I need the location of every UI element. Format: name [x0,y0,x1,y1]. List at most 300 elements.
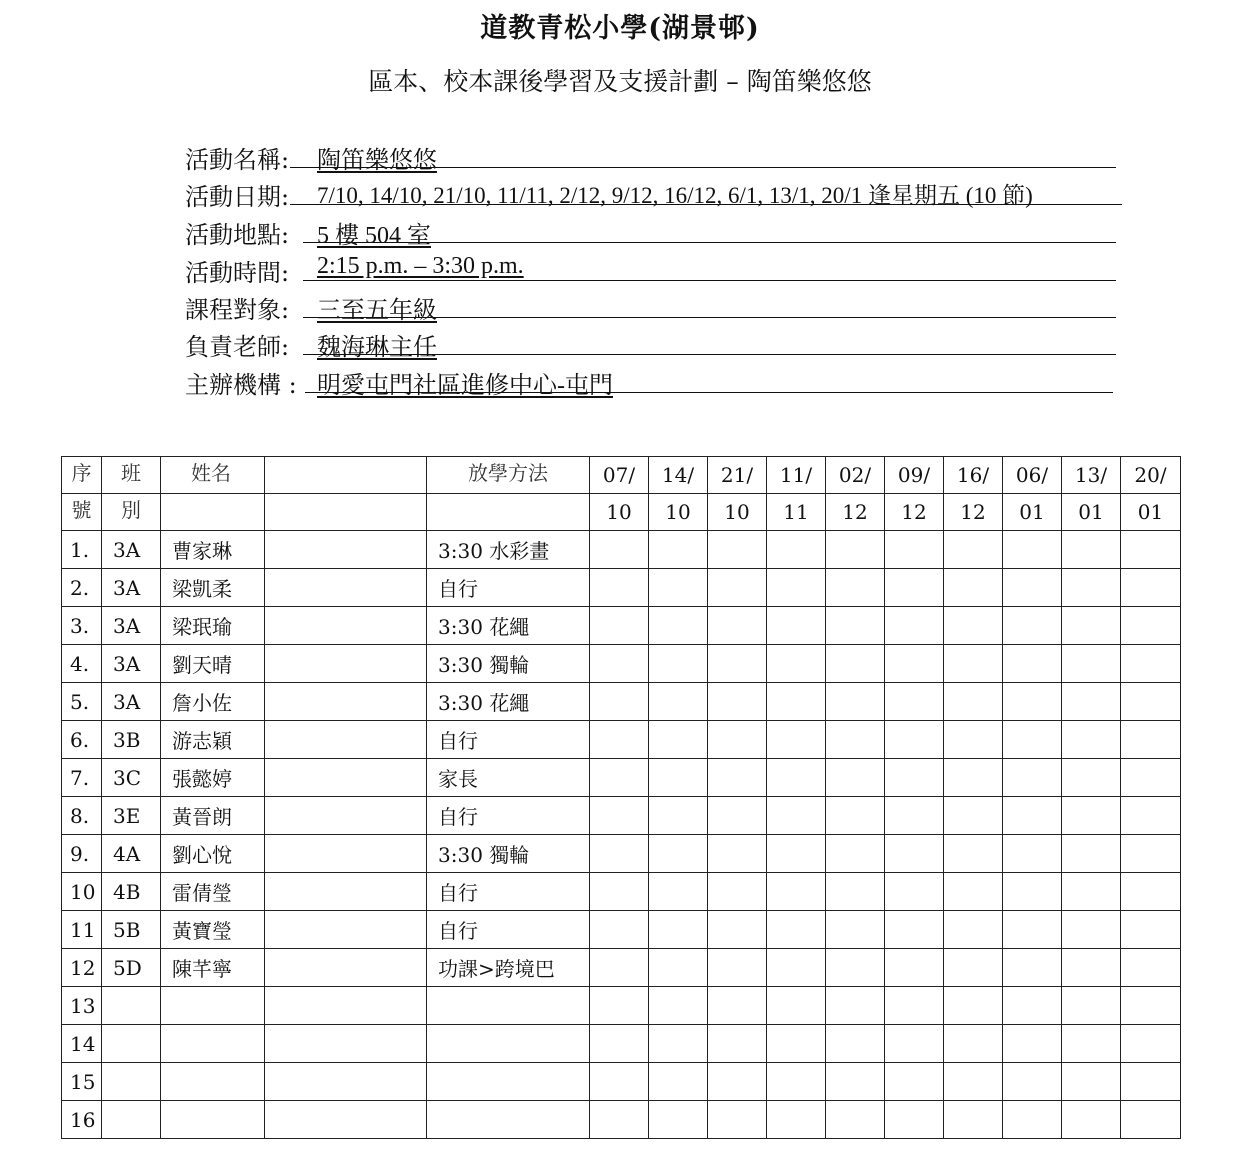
attendance-cell[interactable] [1003,1025,1062,1063]
attendance-cell[interactable] [944,911,1003,949]
attendance-cell[interactable] [767,873,826,911]
attendance-cell[interactable] [826,721,885,759]
row-dismissal-method [427,1101,590,1139]
row-number: 11 [62,911,102,949]
row-student-name: 黃晉朗 [161,797,265,835]
attendance-cell[interactable] [826,1063,885,1101]
header-class-bottom: 別 [102,494,161,531]
header-blank [265,494,427,531]
info-activity-time [185,253,1125,285]
row-class: 3A [102,683,161,721]
header-name-label: 姓名 [191,461,231,485]
attendance-table [61,456,1181,1139]
header-blank [427,494,590,531]
table-row [62,797,1181,835]
attendance-cell[interactable] [1003,645,1062,683]
header-date-5-bottom: 12 [826,494,885,531]
attendance-cell[interactable] [767,911,826,949]
attendance-cell[interactable] [590,873,649,911]
row-student-name: 梁珉瑜 [161,607,265,645]
roster-body [62,531,1181,1139]
row-number: 2. [62,569,102,607]
row-student-name: 詹小佐 [161,683,265,721]
attendance-cell[interactable] [1121,911,1181,949]
attendance-cell[interactable] [590,645,649,683]
info-label: 活動名稱: [185,146,290,174]
row-class: 5B [102,911,161,949]
attendance-cell[interactable] [885,759,944,797]
attendance-cell[interactable] [649,949,708,987]
attendance-cell[interactable] [649,1025,708,1063]
underline [303,354,1116,355]
header-date-1: 07/ [590,457,649,494]
attendance-cell[interactable] [1121,721,1181,759]
header-date-7-bottom: 12 [944,494,1003,531]
table-row [62,1025,1181,1063]
attendance-cell[interactable] [1003,949,1062,987]
attendance-cell[interactable] [708,759,767,797]
attendance-cell[interactable] [826,569,885,607]
attendance-cell[interactable] [944,1025,1003,1063]
info-label: 活動地點: [185,221,290,249]
row-student-name: 游志穎 [161,721,265,759]
attendance-cell[interactable] [885,1101,944,1139]
attendance-cell[interactable] [708,1063,767,1101]
header-method-label: 放學方法 [468,461,548,485]
attendance-cell[interactable] [1062,1025,1121,1063]
info-teacher [185,327,1125,359]
attendance-cell[interactable] [649,759,708,797]
attendance-cell[interactable] [944,873,1003,911]
attendance-cell[interactable] [885,569,944,607]
row-class: 3A [102,607,161,645]
attendance-cell[interactable] [649,987,708,1025]
attendance-cell[interactable] [944,645,1003,683]
attendance-cell[interactable] [826,1101,885,1139]
table-row [62,531,1181,569]
attendance-cell[interactable] [590,1063,649,1101]
table-row [62,607,1181,645]
row-blank [265,1063,427,1101]
row-dismissal-method: 3:30 水彩畫 [427,531,590,569]
attendance-cell[interactable] [590,1101,649,1139]
attendance-cell[interactable] [1003,569,1062,607]
underline [290,167,1116,168]
attendance-cell[interactable] [708,645,767,683]
table-row [62,873,1181,911]
info-value: 魏海琳主任 [317,335,437,361]
attendance-cell[interactable] [1003,1063,1062,1101]
attendance-cell[interactable] [944,1101,1003,1139]
attendance-cell[interactable] [1062,645,1121,683]
attendance-cell[interactable] [1121,759,1181,797]
attendance-cell[interactable] [1062,835,1121,873]
attendance-cell[interactable] [944,987,1003,1025]
attendance-cell[interactable] [708,1025,767,1063]
header-date-4-bottom: 11 [767,494,826,531]
table-row [62,835,1181,873]
underline [305,392,1113,393]
table-row [62,569,1181,607]
info-target-students [185,290,1125,322]
attendance-cell[interactable] [649,569,708,607]
attendance-cell[interactable] [944,531,1003,569]
attendance-cell[interactable] [1062,1101,1121,1139]
row-blank [265,835,427,873]
attendance-cell[interactable] [590,797,649,835]
header-row [62,457,1181,494]
attendance-cell[interactable] [885,1063,944,1101]
info-activity-name [185,140,1125,172]
attendance-cell[interactable] [826,759,885,797]
row-blank [265,569,427,607]
attendance-cell[interactable] [1062,721,1121,759]
header-date-6: 09/ [885,457,944,494]
attendance-cell[interactable] [1121,569,1181,607]
attendance-cell[interactable] [1003,835,1062,873]
attendance-cell[interactable] [590,987,649,1025]
attendance-cell[interactable] [1062,759,1121,797]
attendance-cell[interactable] [708,569,767,607]
attendance-cell[interactable] [767,1063,826,1101]
header-class-top: 班 [121,461,141,485]
attendance-cell[interactable] [590,949,649,987]
row-number: 15 [62,1063,102,1101]
row-student-name: 黃寶瑩 [161,911,265,949]
row-dismissal-method: 自行 [427,873,590,911]
info-value: 7/10, 14/10, 21/10, 11/11, 2/12, 9/12, 16/12, 6/1, 13/1, 20/1 逢星期五 (10 節) [317,183,1033,208]
info-label: 活動日期: [185,183,290,211]
row-student-name: 梁凱柔 [161,569,265,607]
attendance-cell[interactable] [767,607,826,645]
attendance-cell[interactable] [1062,987,1121,1025]
attendance-cell[interactable] [767,683,826,721]
table-row [62,721,1181,759]
info-label: 課程對象: [185,296,290,324]
header-date-5: 02/ [826,457,885,494]
row-dismissal-method: 3:30 花繩 [427,683,590,721]
row-dismissal-method: 自行 [427,721,590,759]
attendance-cell[interactable] [649,721,708,759]
attendance-cell[interactable] [590,607,649,645]
row-number: 3. [62,607,102,645]
attendance-cell[interactable] [1121,1063,1181,1101]
attendance-cell[interactable] [1003,987,1062,1025]
header-date-2-bottom: 10 [649,494,708,531]
row-number: 12 [62,949,102,987]
program-subtitle: 區本、校本課後學習及支援計劃 – 陶笛樂悠悠 [368,67,872,96]
attendance-cell[interactable] [767,835,826,873]
underline [303,280,1116,281]
header-date-3: 21/ [708,457,767,494]
attendance-cell[interactable] [649,1101,708,1139]
attendance-cell[interactable] [885,531,944,569]
attendance-cell[interactable] [590,835,649,873]
attendance-cell[interactable] [1003,797,1062,835]
header-date-8: 06/ [1003,457,1062,494]
attendance-cell[interactable] [944,797,1003,835]
header-method [427,457,590,494]
attendance-cell[interactable] [944,759,1003,797]
table-row [62,1063,1181,1101]
attendance-cell[interactable] [1062,911,1121,949]
attendance-cell[interactable] [826,911,885,949]
row-blank [265,797,427,835]
row-blank [265,607,427,645]
attendance-cell[interactable] [1062,607,1121,645]
attendance-cell[interactable] [708,987,767,1025]
attendance-cell[interactable] [767,797,826,835]
header-class [102,457,161,494]
attendance-cell[interactable] [826,949,885,987]
attendance-cell[interactable] [649,873,708,911]
attendance-cell[interactable] [590,759,649,797]
attendance-cell[interactable] [1121,987,1181,1025]
row-class: 3A [102,569,161,607]
row-dismissal-method: 家長 [427,759,590,797]
attendance-cell[interactable] [708,1101,767,1139]
attendance-cell[interactable] [649,1063,708,1101]
header-date-1-bottom: 10 [590,494,649,531]
row-blank [265,873,427,911]
info-organizer [185,365,1125,397]
underline [303,317,1116,318]
attendance-cell[interactable] [767,949,826,987]
row-class [102,1063,161,1101]
attendance-cell[interactable] [944,607,1003,645]
attendance-cell[interactable] [649,835,708,873]
row-class: 3A [102,645,161,683]
header-date-9-bottom: 01 [1062,494,1121,531]
attendance-cell[interactable] [885,683,944,721]
row-blank [265,987,427,1025]
attendance-cell[interactable] [1121,949,1181,987]
attendance-cell[interactable] [826,645,885,683]
info-value: 明愛屯門社區進修中心-屯門 [317,373,613,399]
header-date-10: 20/ [1121,457,1181,494]
attendance-cell[interactable] [708,797,767,835]
info-value: 陶笛樂悠悠 [317,148,437,174]
header-no-bottom: 號 [62,494,102,531]
attendance-cell[interactable] [944,835,1003,873]
underline [290,204,1122,205]
header-date-2: 14/ [649,457,708,494]
attendance-cell[interactable] [708,873,767,911]
row-student-name: 陳芊寧 [161,949,265,987]
attendance-cell[interactable] [708,683,767,721]
attendance-cell[interactable] [767,759,826,797]
attendance-cell[interactable] [1121,1025,1181,1063]
header-date-6-bottom: 12 [885,494,944,531]
row-class: 3B [102,721,161,759]
attendance-cell[interactable] [767,569,826,607]
attendance-cell[interactable] [944,721,1003,759]
attendance-cell[interactable] [885,873,944,911]
attendance-cell[interactable] [885,835,944,873]
attendance-cell[interactable] [1121,873,1181,911]
attendance-cell[interactable] [1003,607,1062,645]
row-number: 13 [62,987,102,1025]
info-value: 5 樓 504 室 [317,223,431,249]
attendance-cell[interactable] [1121,835,1181,873]
row-student-name [161,987,265,1025]
row-class: 3C [102,759,161,797]
info-activity-venue [185,215,1125,247]
attendance-cell[interactable] [826,835,885,873]
row-blank [265,645,427,683]
info-value: 三至五年級 [317,298,437,324]
attendance-cell[interactable] [1003,759,1062,797]
header-date-10-bottom: 01 [1121,494,1181,531]
attendance-cell[interactable] [885,797,944,835]
attendance-cell[interactable] [708,835,767,873]
attendance-cell[interactable] [826,683,885,721]
attendance-cell[interactable] [708,911,767,949]
row-blank [265,683,427,721]
attendance-cell[interactable] [767,721,826,759]
attendance-cell[interactable] [767,987,826,1025]
attendance-cell[interactable] [1003,873,1062,911]
row-class [102,1101,161,1139]
attendance-cell[interactable] [649,797,708,835]
info-activity-dates [185,177,1125,209]
attendance-cell[interactable] [944,1063,1003,1101]
row-class: 5D [102,949,161,987]
attendance-cell[interactable] [649,683,708,721]
attendance-cell[interactable] [944,569,1003,607]
attendance-cell[interactable] [826,873,885,911]
attendance-cell[interactable] [1121,1101,1181,1139]
row-student-name [161,1025,265,1063]
attendance-cell[interactable] [885,721,944,759]
attendance-cell[interactable] [708,721,767,759]
attendance-cell[interactable] [1062,873,1121,911]
row-number: 1. [62,531,102,569]
table-row [62,949,1181,987]
attendance-cell[interactable] [885,645,944,683]
attendance-cell[interactable] [590,683,649,721]
row-dismissal-method: 自行 [427,911,590,949]
row-class [102,987,161,1025]
attendance-cell[interactable] [590,531,649,569]
row-dismissal-method: 3:30 花繩 [427,607,590,645]
attendance-cell[interactable] [590,569,649,607]
attendance-cell[interactable] [1062,797,1121,835]
attendance-cell[interactable] [826,1025,885,1063]
attendance-cell[interactable] [1121,607,1181,645]
attendance-cell[interactable] [885,911,944,949]
attendance-cell[interactable] [649,607,708,645]
row-blank [265,531,427,569]
row-student-name: 劉天晴 [161,645,265,683]
attendance-cell[interactable] [767,645,826,683]
attendance-cell[interactable] [767,1101,826,1139]
header-date-9: 13/ [1062,457,1121,494]
header-name [161,457,265,494]
attendance-cell[interactable] [944,683,1003,721]
table-row [62,911,1181,949]
attendance-cell[interactable] [1003,721,1062,759]
row-student-name: 雷倩瑩 [161,873,265,911]
attendance-cell[interactable] [885,987,944,1025]
row-class [102,1025,161,1063]
attendance-cell[interactable] [1003,531,1062,569]
attendance-cell[interactable] [826,987,885,1025]
row-student-name [161,1063,265,1101]
attendance-cell[interactable] [767,531,826,569]
attendance-cell[interactable] [1003,683,1062,721]
row-dismissal-method: 功課>跨境巴 [427,949,590,987]
attendance-cell[interactable] [1062,683,1121,721]
attendance-cell[interactable] [1121,797,1181,835]
table-row [62,683,1181,721]
attendance-cell[interactable] [1121,531,1181,569]
table-row [62,645,1181,683]
row-blank [265,759,427,797]
attendance-cell[interactable] [590,1025,649,1063]
attendance-cell[interactable] [1121,683,1181,721]
attendance-cell[interactable] [826,531,885,569]
attendance-cell[interactable] [885,607,944,645]
row-dismissal-method [427,1063,590,1101]
row-dismissal-method: 3:30 獨輪 [427,835,590,873]
header-blank [161,494,265,531]
row-blank [265,721,427,759]
info-label: 負責老師: [185,333,290,361]
header-date-3-bottom: 10 [708,494,767,531]
row-number: 8. [62,797,102,835]
row-student-name: 曹家琳 [161,531,265,569]
header-date-8-bottom: 01 [1003,494,1062,531]
row-number: 14 [62,1025,102,1063]
row-dismissal-method [427,1025,590,1063]
row-number: 4. [62,645,102,683]
header-date-4: 11/ [767,457,826,494]
info-label: 活動時間: [185,259,290,287]
attendance-cell[interactable] [1062,569,1121,607]
attendance-cell[interactable] [649,911,708,949]
attendance-cell[interactable] [826,797,885,835]
attendance-cell[interactable] [708,531,767,569]
row-student-name [161,1101,265,1139]
attendance-cell[interactable] [885,949,944,987]
attendance-cell[interactable] [649,645,708,683]
row-number: 10 [62,873,102,911]
row-blank [265,911,427,949]
attendance-cell[interactable] [1121,645,1181,683]
info-value: 2:15 p.m. – 3:30 p.m. [317,253,524,279]
attendance-cell[interactable] [767,1025,826,1063]
attendance-cell[interactable] [1062,949,1121,987]
attendance-cell[interactable] [708,607,767,645]
attendance-cell[interactable] [708,949,767,987]
attendance-cell[interactable] [1062,531,1121,569]
row-number: 7. [62,759,102,797]
table-row [62,1101,1181,1139]
header-row [62,494,1181,531]
attendance-cell[interactable] [1062,1063,1121,1101]
attendance-cell[interactable] [826,607,885,645]
attendance-cell[interactable] [944,949,1003,987]
header-blank [265,457,427,494]
attendance-cell[interactable] [649,531,708,569]
row-dismissal-method: 自行 [427,569,590,607]
attendance-cell[interactable] [885,1025,944,1063]
attendance-cell[interactable] [1003,911,1062,949]
attendance-cell[interactable] [590,911,649,949]
attendance-cell[interactable] [590,721,649,759]
attendance-cell[interactable] [1003,1101,1062,1139]
